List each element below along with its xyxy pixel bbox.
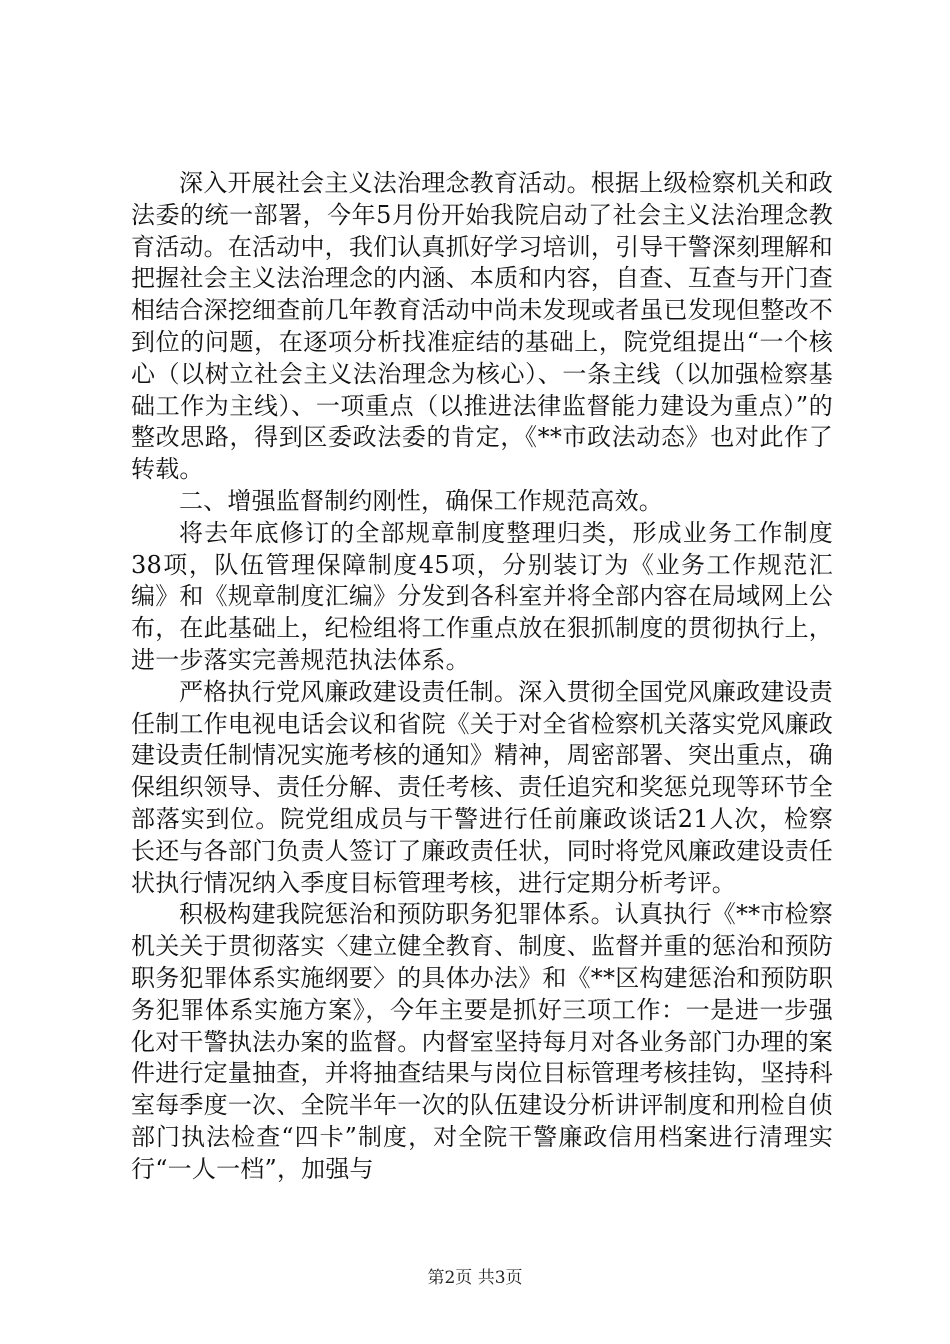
paragraph-integrity-responsibility: 严格执行党风廉政建设责任制。深入贯彻全国党风廉政建设责任制工作电视电话会议和省院《关于对全省检察机关落实党风廉政建设责任制情况实施考核的通知》精神，周密部署、突出重点，确保组织领导、责任分解、责任考核、责任追究和奖惩兑现等环节全部落实到位。院党组成员与干警进行任前廉政谈话21人次，检察长还与各部门负责人签订了廉政责任状，同时将党风廉政建设责任状执行情况纳入季度目标管理考核，进行定期分析考评。: [131, 677, 833, 897]
section-heading-supervision: 二、增强监督制约刚性，确保工作规范高效。: [179, 486, 663, 515]
page-number-footer: 第2页 共3页: [427, 1268, 523, 1288]
paragraph-rule-of-law-education: 深入开展社会主义法治理念教育活动。根据上级检察机关和政法委的统一部署，今年5月份开始我院启动了社会主义法治理念教育活动。在活动中，我们认真抓好学习培训，引导干警深刻理解和把握社会主义法治理念的内涵、本质和内容，自查、互查与开门查相结合深挖细查前几年教育活动中尚未发现或者虽已发现但整改不到位的问题，在逐项分析找准症结的基础上，院党组提出“一个核心（以树立社会主义法治理念为核心）、一条主线（以加强检察基础工作为主线）、一项重点（以推进法律监督能力建设为重点）”的整改思路，得到区委政法委的肯定，《**市政法动态》也对此作了转载。: [131, 169, 833, 484]
paragraph-prevention-system: 积极构建我院惩治和预防职务犯罪体系。认真执行《**市检察机关关于贯彻落实〈建立健全教育、制度、监督并重的惩治和预防职务犯罪体系实施纲要〉的具体办法》和《**区构建惩治和预防职务犯罪体系实施方案》，今年主要是抓好三项工作：一是进一步强化对干警执法办案的监督。内督室坚持每月对各业务部门办理的案件进行定量抽查，并将抽查结果与岗位目标管理考核挂钩，坚持科室每季度一次、全院半年一次的队伍建设分析讲评制度和刑检自侦部门执法检查“四卡”制度，对全院干警廉政信用档案进行清理实行“一人一档”，加强与: [131, 900, 833, 1183]
document-body: [131, 168, 833, 1186]
paragraph-regulations-compilation: 将去年底修订的全部规章制度整理归类，形成业务工作制度38项，队伍管理保障制度45项，分别装订为《业务工作规范汇编》和《规章制度汇编》分发到各科室并将全部内容在局域网上公布，在此基础上，纪检组将工作重点放在狠抓制度的贯彻执行上，进一步落实完善规范执法体系。: [131, 518, 833, 674]
